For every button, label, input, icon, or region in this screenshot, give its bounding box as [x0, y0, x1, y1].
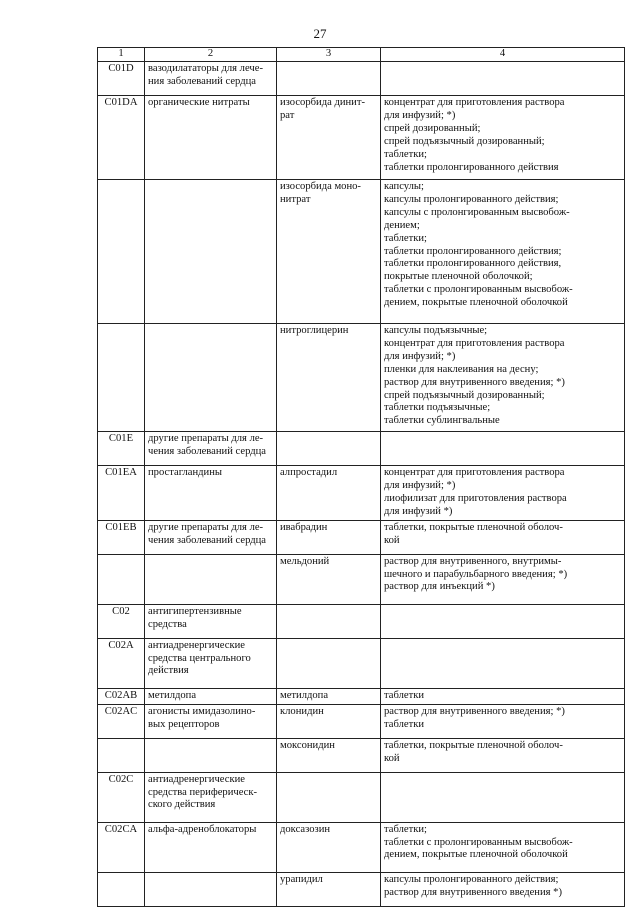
group-line: средства периферическ-: [148, 786, 258, 798]
form-line: для инфузий; *): [384, 479, 456, 491]
form-line: таблетки с пролонгированным высвобож-: [384, 836, 573, 848]
form-line: таблетки пролонгированного действия;: [384, 245, 562, 257]
table-row: [98, 822, 625, 872]
drug-line: моксонидин: [280, 739, 335, 751]
form-line: для инфузий; *): [384, 109, 456, 121]
group-line: средства центрального: [148, 652, 251, 664]
dosage-forms-cell: [381, 688, 625, 704]
group-name-cell: [145, 554, 277, 604]
form-line: капсулы пролонгированного действия;: [384, 193, 559, 205]
form-line: раствор для внутривенного, внутримы-: [384, 555, 562, 567]
table-row: [98, 872, 625, 906]
dosage-forms-cell: [381, 431, 625, 465]
dosage-forms-cell: [381, 465, 625, 520]
column-header: 3: [277, 48, 381, 62]
form-line: таблетки, покрытые пленочной оболоч-: [384, 739, 563, 751]
atc-code-cell: [98, 738, 145, 772]
form-line: таблетки;: [384, 148, 427, 160]
drug-line: ивабрадин: [280, 521, 328, 533]
drug-name-cell: [277, 465, 381, 520]
atc-code-cell: [98, 872, 145, 906]
form-line: таблетки, покрытые пленочной оболоч-: [384, 521, 563, 533]
form-line: кой: [384, 752, 400, 764]
drug-name-cell: [277, 323, 381, 431]
group-name-cell: [145, 95, 277, 179]
dosage-forms-cell: [381, 772, 625, 822]
group-name-cell: [145, 431, 277, 465]
atc-code-cell: [98, 554, 145, 604]
group-name-cell: [145, 179, 277, 323]
table-row: [98, 688, 625, 704]
drug-line: изосорбида динит-: [280, 96, 366, 108]
form-line: спрей подъязычный дозированный;: [384, 389, 545, 401]
form-line: шечного и парабульбарного введения; *): [384, 568, 568, 580]
dosage-forms-cell: [381, 704, 625, 738]
dosage-forms-cell: [381, 872, 625, 906]
atc-code-cell: C02: [98, 604, 145, 638]
drug-name-cell: [277, 431, 381, 465]
group-line: чения заболеваний сердца: [148, 534, 266, 546]
form-line: для инфузий *): [384, 505, 453, 517]
group-line: вых рецепторов: [148, 718, 220, 730]
table-row: [98, 554, 625, 604]
group-name-cell: [145, 704, 277, 738]
dosage-forms-cell: [381, 638, 625, 688]
table-row: [98, 179, 625, 323]
form-line: таблетки;: [384, 823, 427, 835]
table-row: [98, 604, 625, 638]
group-line: антиадренергические: [148, 773, 245, 785]
form-line: раствор для инъекций *): [384, 581, 495, 593]
drug-line: доксазозин: [280, 823, 331, 835]
group-name-cell: [145, 688, 277, 704]
column-header: 4: [381, 48, 625, 62]
atc-code-cell: C02AB: [98, 688, 145, 704]
group-name-cell: [145, 604, 277, 638]
dosage-forms-cell: [381, 61, 625, 95]
group-name-cell: [145, 822, 277, 872]
drug-name-cell: [277, 179, 381, 323]
form-line: покрытые пленочной оболочкой;: [384, 271, 533, 283]
drug-name-cell: [277, 520, 381, 554]
form-line: таблетки;: [384, 232, 427, 244]
atc-code-cell: [98, 179, 145, 323]
atc-code-cell: C02C: [98, 772, 145, 822]
column-header: 1: [98, 48, 145, 62]
drug-line: нитрат: [280, 193, 311, 205]
form-line: раствор для внутривенного введения *): [384, 886, 562, 898]
group-line: простагландины: [148, 466, 223, 478]
table-row: [98, 431, 625, 465]
form-line: таблетки сублингвальные: [384, 415, 500, 427]
atc-code-cell: C02A: [98, 638, 145, 688]
drug-name-cell: [277, 61, 381, 95]
group-line: вазодилататоры для лече-: [148, 62, 263, 74]
table-row: [98, 738, 625, 772]
page-number: 27: [313, 26, 327, 41]
form-line: концентрат для приготовления раствора: [384, 96, 565, 108]
drug-name-cell: [277, 872, 381, 906]
dosage-forms-cell: [381, 323, 625, 431]
group-name-cell: [145, 61, 277, 95]
group-line: агонисты имидазолино-: [148, 705, 256, 717]
group-line: средства: [148, 618, 187, 630]
atc-code-cell: C01EA: [98, 465, 145, 520]
table-row: [98, 465, 625, 520]
table-header-row: [98, 48, 625, 62]
form-line: раствор для внутривенного введения; *): [384, 705, 565, 717]
group-name-cell: [145, 738, 277, 772]
drug-name-cell: [277, 95, 381, 179]
form-line: спрей подъязычный дозированный;: [384, 135, 545, 147]
group-line: действия: [148, 665, 189, 677]
atc-code-cell: C01DA: [98, 95, 145, 179]
drug-line: изосорбида моно-: [280, 180, 361, 192]
form-line: концентрат для приготовления раствора: [384, 466, 565, 478]
dosage-forms-cell: [381, 179, 625, 323]
table-row: [98, 61, 625, 95]
form-line: кой: [384, 534, 400, 546]
dosage-forms-cell: [381, 822, 625, 872]
drug-line: нитроглицерин: [280, 324, 349, 336]
form-line: таблетки: [384, 718, 425, 730]
form-line: для инфузий; *): [384, 350, 456, 362]
drug-name-cell: [277, 554, 381, 604]
atc-code-cell: C01D: [98, 61, 145, 95]
drug-name-cell: [277, 772, 381, 822]
form-line: спрей дозированный;: [384, 122, 481, 134]
table-row: [98, 772, 625, 822]
form-line: капсулы подъязычные;: [384, 324, 488, 336]
drug-name-cell: [277, 688, 381, 704]
group-line: другие препараты для ле-: [148, 432, 264, 444]
drug-line: урапидил: [280, 873, 323, 885]
group-line: альфа-адреноблокаторы: [148, 823, 257, 835]
atc-code-cell: [98, 323, 145, 431]
drug-line: рат: [280, 109, 295, 121]
dosage-forms-cell: [381, 604, 625, 638]
dosage-forms-cell: [381, 95, 625, 179]
group-name-cell: [145, 520, 277, 554]
group-line: антигипертензивные: [148, 605, 242, 617]
table-row: [98, 323, 625, 431]
form-line: дением;: [384, 219, 420, 231]
column-header: 2: [145, 48, 277, 62]
form-line: дением, покрытые пленочной оболочкой: [384, 297, 568, 309]
drug-name-cell: [277, 704, 381, 738]
dosage-forms-cell: [381, 554, 625, 604]
group-line: ского действия: [148, 799, 216, 811]
form-line: пленки для наклеивания на десну;: [384, 363, 539, 375]
form-line: таблетки пролонгированного действия: [384, 161, 559, 173]
drug-line: клонидин: [280, 705, 324, 717]
form-line: таблетки с пролонгированным высвобож-: [384, 284, 573, 296]
drug-name-cell: [277, 604, 381, 638]
group-line: антиадренергические: [148, 639, 245, 651]
form-line: капсулы с пролонгированным высвобож-: [384, 206, 570, 218]
table-row: [98, 704, 625, 738]
group-name-cell: [145, 772, 277, 822]
drug-name-cell: [277, 738, 381, 772]
group-line: метилдопа: [148, 689, 197, 701]
group-name-cell: [145, 872, 277, 906]
form-line: раствор для внутривенного введения; *): [384, 376, 565, 388]
form-line: дением, покрытые пленочной оболочкой: [384, 849, 568, 861]
drug-name-cell: [277, 638, 381, 688]
group-name-cell: [145, 465, 277, 520]
group-line: органические нитраты: [148, 96, 250, 108]
atc-code-cell: C02AC: [98, 704, 145, 738]
drug-name-cell: [277, 822, 381, 872]
form-line: капсулы пролонгированного действия;: [384, 873, 559, 885]
dosage-forms-cell: [381, 738, 625, 772]
atc-code-cell: C01E: [98, 431, 145, 465]
group-line: другие препараты для ле-: [148, 521, 264, 533]
group-name-cell: [145, 323, 277, 431]
group-line: ния заболеваний сердца: [148, 75, 256, 87]
form-line: капсулы;: [384, 180, 424, 192]
drug-line: алпростадил: [280, 466, 338, 478]
form-line: таблетки пролонгированного действия,: [384, 258, 562, 270]
dosage-forms-cell: [381, 520, 625, 554]
table-row: [98, 638, 625, 688]
group-line: чения заболеваний сердца: [148, 445, 266, 457]
drug-line: метилдопа: [280, 689, 329, 701]
drug-line: мельдоний: [280, 555, 330, 567]
form-line: лиофилизат для приготовления раствора: [384, 492, 567, 504]
atc-code-cell: C02CA: [98, 822, 145, 872]
form-line: таблетки: [384, 689, 425, 701]
table-row: [98, 520, 625, 554]
table-row: [98, 95, 625, 179]
group-name-cell: [145, 638, 277, 688]
drug-table: [97, 47, 625, 907]
form-line: концентрат для приготовления раствора: [384, 337, 565, 349]
atc-code-cell: C01EB: [98, 520, 145, 554]
form-line: таблетки подъязычные;: [384, 402, 491, 414]
